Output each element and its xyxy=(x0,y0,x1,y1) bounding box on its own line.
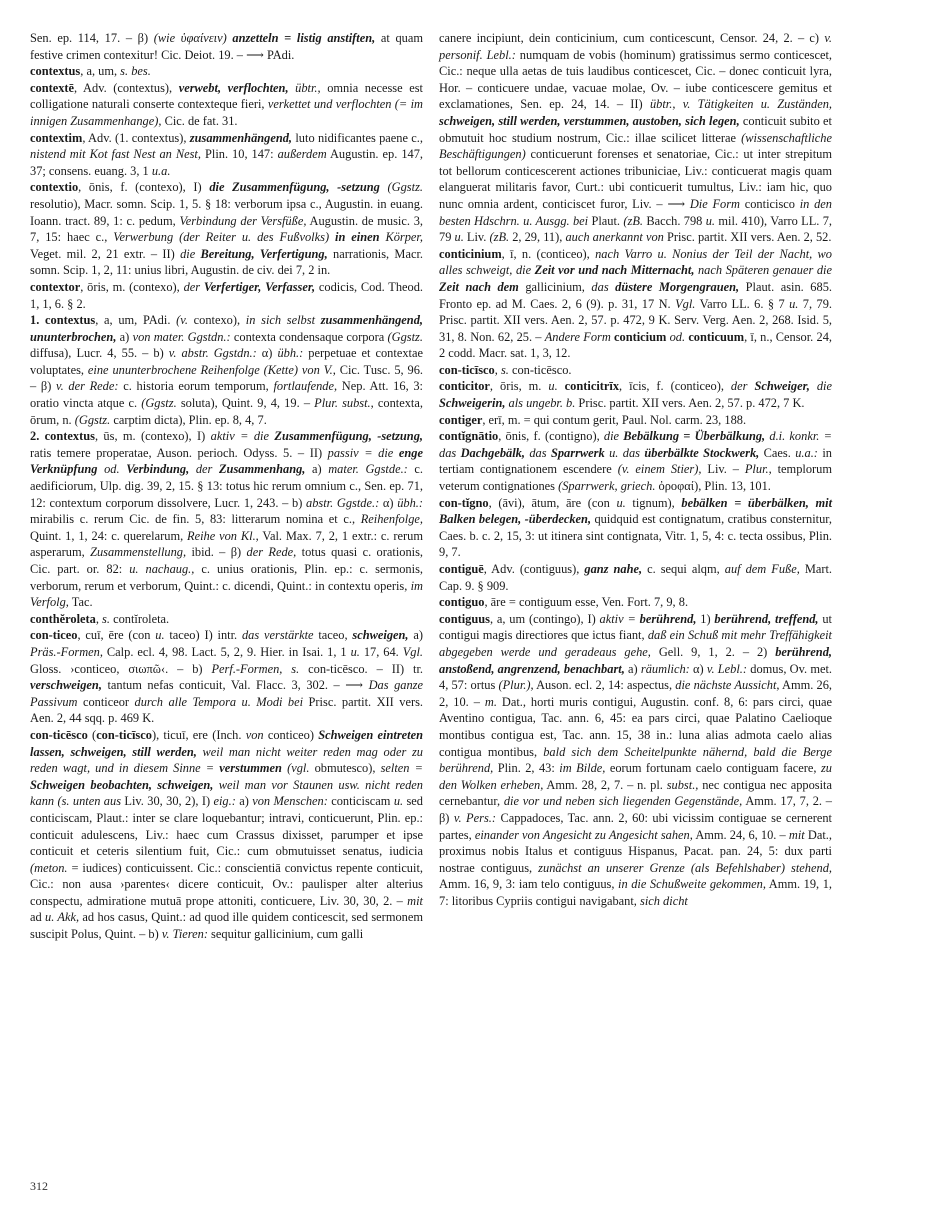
dictionary-entry: con-ticīsco, s. con-ticēsco. xyxy=(439,362,572,377)
dictionary-entry: Sen. ep. 114, 17. – β) (wie ὑφαίνειν) anzetteln = listig anstiften, at quam festive crimen contexitur! Cic. Deiot. 19. – ⟶ PAdi. xyxy=(30,31,423,62)
dictionary-entry: contextus, a, um, s. bes. xyxy=(30,64,151,79)
dictionary-entry: contiguē, Adv. (contiguus), ganz nahe, c. sequi alqm, auf dem Fuße, Mart. Cap. 9. § 909. xyxy=(439,562,833,593)
dictionary-entry: canere incipiunt, dein conticinium, cum conticescunt, Censor. 24, 2. – c) v. personif. Lebl.: numquam de vobis (hominum) gratissimus sermo conticescet, Cic.: neque ulla aetas de tuis laudibus conticescet, Cic. – donec conticuit lyra, Hor. – conticuere undae, vacuae molae, Ov. – iube conticescere gemitus et exclamationes, Sen. ep. 24, 14. – II) übtr., v. Tätigkeiten u. Zuständen, schweigen, still werden, verstummen, austoben, sich legen, conticuit subito et obmutuit hoc studium nostrum, Cic.: illae scilicet litterae (wissenschaftliche Beschäftigungen) conticuerunt forenses et senatoriae, Cic.: ut inter strepitum tot bellorum conticescerent actiones tribuniciae, Liv.: conticuerat magis quam elanguerat militaris favor, Curt.: ubi conticuerit tumultus, Liv.: iam hic, quo nunc omnia ardent, conticiscet furor, Liv. – ⟶ Die Form conticisco in den besten Hdschrn. u. Ausgg. bei Plaut. (zB. Bacch. 798 u. mil. 410), Varro LL. 7, 79 u. Liv. (zB. 2, 29, 11), auch anerkannt von Prisc. partit. XII vers. Aen. 2, 52. xyxy=(439,31,833,245)
dictionary-entry: con-ticeo, cuī, ēre (con u. taceo) I) intr. das verstärkte taceo, schweigen, a) Präs.-Formen, Calp. ecl. 4, 98. Lact. 5, 2, 9. Hier. in Isai. 1, 1 u. 17, 64. Vgl. Gloss. ›conticeo, σιωπῶ‹. – b) Perf.-Formen, s. con-ticēsco. – II) tr. verschweigen, tantum nefas conticuit, Val. Flacc. 3, 302. – ⟶ Das ganze Passivum conticeor durch alle Tempora u. Modi bei Prisc. partit. XII vers. Aen. 2, 44 sqq. p. 469 K. xyxy=(30,628,424,726)
dictionary-entry: contĭgnātio, ōnis, f. (contigno), die Bebälkung = Überbälkung, d.i. konkr. = das Dachgebälk, das Sparrwerk u. das überbälkte Stockwerk, Caes. u.a.: in tertiam contignationem escendere (v. einem Stier), Liv. – Plur., templorum veterum contignationes (Sparrwerk, griech. ὀροφαί), Plin. 13, 101. xyxy=(439,429,832,494)
dictionary-entry: contiguo, āre = contiguum esse, Ven. Fort. 7, 9, 8. xyxy=(439,595,689,610)
left-column xyxy=(30,30,423,943)
dictionary-entry: conticinium, ī, n. (conticeo), nach Varro u. Nonius der Teil der Nacht, wo alles schweigt, die Zeit vor und nach Mitternacht, nach Späteren genauer die Zeit nach dem gallicinium, das düstere Morgengrauen, Plaut. asin. 685. Fronto ep. ad M. Caes. 2, 6 (9). p. 31, 17 N. Vgl. Varro LL. 6. § 7 u. 7, 79. Prisc. partit. XII vers. Aen. 2, 57. p. 472, 9 K. Serv. Verg. Aen. 2, 268. Isid. 5, 31, 8. Non. 62, 25. – Andere Form conticium od. conticuum, ī, n., Censor. 24, 2 codd. Macr. sat. 1, 3, 12. xyxy=(439,246,833,361)
dictionary-entry: 2. contextus, ūs, m. (contexo), I) aktiv = die Zusammenfügung, -setzung, ratis temere properatae, Auson. perioch. Odyss. 5. – II) passiv = die enge Verknüpfung od. Verbindung, der Zusammenhang, a) mater. Ggstde.: c. aedificiorum, Ulp. dig. 39, 2, 15. § 13: totus hic rerum omnium c., Sen. ep. 71, 12: contextum corporum dissolvere, Lucr. 1, 243. – b) abstr. Ggstde.: α) übh.: mirabilis c. rerum Cic. de fin. 5, 83: litterarum nomina et c., Reihenfolge, Quint. 1, 1, 24: c. querelarum, Reihe von Kl., Val. Max. 7, 2, 1 extr.: c. rerum asperarum, Zusammenstellung, ibid. – β) der Rede, totus quasi c. orationis, Cic. part. or. 82: u. nachaug., c. unius orationis, Plin. ep.: c. sermonis, verborum, rerum et verborum, Quint.: c. dicendi, Quint.: in contextu operis, im Verfolg, Tac. xyxy=(30,429,424,610)
dictionary-entry: 1. contextus, a, um, PAdi. (v. contexo), in sich selbst zusammenhängend, ununterbrochen, a) von mater. Ggstdn.: contexta condensaque corpora (Ggstz. diffusa), Lucr. 4, 55. – b) v. abstr. Ggstdn.: α) übh.: perpetuae et contextae voluptates, eine ununterbrochene Reihenfolge (Kette) von V., Cic. Tusc. 5, 96. – β) v. der Rede: c. historia eorum temporum, fortlaufende, Nep. Att. 16, 3: oratio vincta atque c. (Ggstz. soluta), Quint. 9, 4, 19. – Plur. subst., contexta, ōrum, n. (Ggstz. carptim dicta), Plin. ep. 8, 4, 7. xyxy=(30,313,424,427)
dictionary-entry: con-ticēsco (con-ticīsco), ticuī, ere (Inch. von conticeo) Schweigen eintreten lassen, schweigen, still werden, weil man nicht weiter reden mag oder zu reden wagt, und in diesem Sinne = verstummen (vgl. obmutesco), selten = Schweigen beobachten, schweigen, weil man vor Staunen usw. nicht reden kann (s. unten aus Liv. 30, 30, 2), I) eig.: a) von Menschen: conticiscam u. sed conticiscam, Plaut.: inter se clare loquebantur; intravi, conticuerunt, Plin. ep.: conticuit adulescens, Liv.: haec cum Crassus dixisset, parumper et ipse conticuit et ceteris silentium fuit, Cic.: cum obmutuisset senatus, iudicia (meton. = iudices) conticuissent. Cic.: conscientiā convictus repente conticuit, Cic.: non ausa ›parentes‹ dicere conticuit, Ov.: paulisper alter alterius conspectu, admiratione mutuā prope attoniti, conticuere, Liv. 30, 30, 2. – mit ad u. Akk, ad hos casus, Quint.: ad quod ille quidem conticescit, sed sermonem suscipit Polus, Quint. – b) v. Tieren: sequitur gallicinium, cum galli xyxy=(30,727,424,942)
dictionary-entry: contextim, Adv. (1. contextus), zusammenhängend, luto nidificantes paene c., nistend mit Kot fast Nest an Nest, Plin. 10, 147: außerdem Augustin. ep. 147, 37; consens. euang. 3, 1 u.a. xyxy=(30,130,423,178)
dictionary-entry: con-tĭgno, (āvi), ātum, āre (con u. tignum), bebälken = überbälken, mit Balken belegen, -überdecken, quidquid est contignatum, cratibus consternitur, Caes. b. c. 2, 15, 3: ut itinera sint contignata, Vitr. 1, 5, 4: c. tecta ossibus, Plin. 9, 7. xyxy=(439,495,833,560)
page-number: 312 xyxy=(30,1179,48,1193)
dictionary-entry: contextē, Adv. (contextus), verwebt, verflochten, übtr., omnia necesse est colligatione naturali conserte contexteque fieri, verkettet und verflochten (= im innigen Zusammenhange), Cic. de fat. 31. xyxy=(30,80,423,128)
dictionary-entry: contiger, erī, m. = qui contum gerit, Paul. Nol. carm. 23, 188. xyxy=(439,412,747,427)
dictionary-entry: conthĕroleta, s. contĭroleta. xyxy=(30,611,170,626)
dictionary-entry: contextor, ōris, m. (contexo), der Verfertiger, Verfasser, codicis, Cod. Theod. 1, 1, 6. § 2. xyxy=(30,279,424,311)
right-column xyxy=(439,30,832,909)
dictionary-entry: conticitor, ōris, m. u. conticitrīx, īcis, f. (conticeo), der Schweiger, die Schweigerin, als ungebr. b. Prisc. partit. XII vers. Aen. 2, 57. p. 472, 7 K. xyxy=(439,379,832,411)
dictionary-entry: contextio, ōnis, f. (contexo), I) die Zusammenfügung, -setzung (Ggstz. resolutio), Macr. somn. Scip. 1, 5. § 18: verborum ipsa c., Augustin. in euang. Ioann. tract. 89, 1: c. pedum, Verbindung der Versfüße, Augustin. de music. 3, 7, 15: haec c., Verwerbung (der Reiter u. des Fußvolks) in einen Körper, Veget. mil. 2, 21 extr. – II) die Bereitung, Verfertigung, narrationis, Macr. somn. Scip. 1, 2, 11: unius libri, Augustin. de civ. dei 7, 2 in. xyxy=(30,180,423,278)
dictionary-entry: contiguus, a, um (contingo), I) aktiv = berührend, 1) berührend, treffend, ut contigui magis directiores que ictus fiant, daß ein Schuß mit mehr Treffähigkeit abgegeben werde und geradeaus gehe, Gell. 9, 1, 2. – 2) berührend, anstoßend, angrenzend, benachbart, a) räumlich: α) v. Lebl.: domus, Ov. met. 4, 57: ortus (Plur.), Auson. ecl. 2, 14: aspectus, die nächste Aussicht, Amm. 26, 2, 10. – m. Dat., horti muris contigui, Augustin. conf. 8, 6: pars circi, quae Aventino contigua, Tac. ann. 6, 45: ea pars circi, quae Palatino Caelioque montibus contigua est, Tac. ann. 15, 38 in.: luna alias admota caelo alias contigua montibus, bald sich dem Scheitelpunkte nähernd, bald die Berge berührend, Plin. 2, 43: im Bilde, eorum fortunam caelo contiguam facere, zu den Wolken erheben, Amm. 28, 2, 7. – n. pl. subst., nec contigua nec apposita cernebantur, die vor und neben sich liegenden Gegenstände, Amm. 17, 7, 2. – β) v. Pers.: Cappadoces, Tac. ann. 2, 60: ubi vicissim contiguae se cernerent partes, einander von Angesicht zu Angesicht sahen, Amm. 24, 6, 10. – mit Dat., proximus nobis Italus et contiguus Hispanus, Pacat. pan. 24, 5: dux parti nostrae contiguus, zunächst an unserer Grenze (als Befehlshaber) stehend, Amm. 16, 9, 3: iam telo contiguus, in die Schußweite gekommen, Amm. 19, 1, 7: litoribus Cypriis contigui navigabant, sich dicht xyxy=(439,611,832,908)
